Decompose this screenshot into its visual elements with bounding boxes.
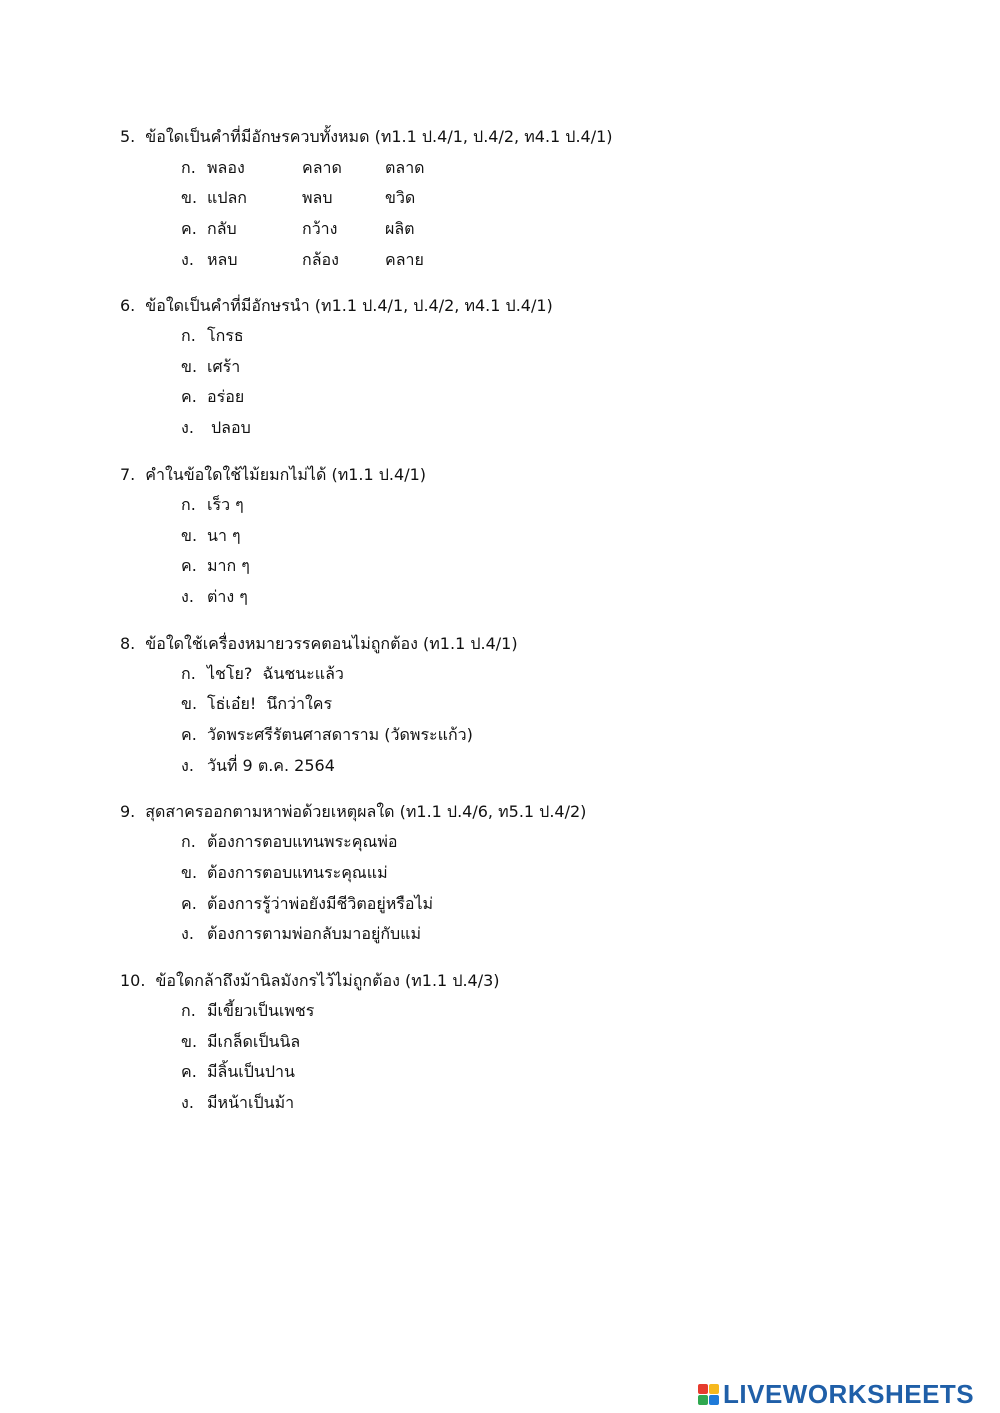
option-letter: ง. [181,1093,194,1112]
option-word: หลบ [207,250,238,269]
option-letter: ง. [181,587,194,606]
option-word: ตลาด [385,158,425,177]
option-text: นา ๆ [207,526,241,545]
option-word: กว้าง [302,219,338,238]
option-text: วันที่ 9 ต.ค. 2564 [207,756,335,775]
question-text: คำในข้อใดใช้ไม้ยมกไม่ได้ (ท1.1 ป.4/1) [145,465,426,484]
option-word: แปลก [207,188,247,207]
option-letter: ง. [181,924,194,943]
question-text: ข้อใดเป็นคำที่มีอักษรควบทั้งหมด (ท1.1 ป.4/1, ป.4/2, ท4.1 ป.4/1) [145,127,613,146]
option-letter: ก. [181,158,196,177]
option-text: มีเกล็ดเป็นนิล [207,1032,301,1051]
option-letter: ค. [181,894,197,913]
option-letter: ค. [181,219,197,238]
question-text: ข้อใดกล้าถึงม้านิลมังกรไว้ไม่ถูกต้อง (ท1.1 ป.4/3) [155,971,500,990]
option-letter: ข. [181,357,198,376]
option-letter: ค. [181,556,197,575]
question-text: ข้อใดเป็นคำที่มีอักษรนำ (ท1.1 ป.4/1, ป.4/2, ท4.1 ป.4/1) [145,296,553,315]
option-text: ต้องการตามพ่อกลับมาอยู่กับแม่ [207,924,422,943]
option-text: ไชโย? ฉันชนะแล้ว [207,664,344,683]
option-word: พลอง [207,158,245,177]
option-text: ต้องการรู้ว่าพ่อยังมีชีวิตอยู่หรือไม่ [207,894,434,913]
option-letter: ง. [181,418,194,437]
question-number: 8. [120,634,136,653]
question-text: สุดสาครออกตามหาพ่อด้วยเหตุผลใด (ท1.1 ป.4/6, ท5.1 ป.4/2) [145,802,587,821]
option-letter: ค. [181,725,197,744]
option-letter: ข. [181,1032,198,1051]
option-letter: ก. [181,664,196,683]
option-letter: ข. [181,188,198,207]
option-letter: ง. [181,756,194,775]
option-letter: ข. [181,526,198,545]
brand-text: LIVEWORKSHEETS [723,1378,975,1409]
option-letter: ก. [181,832,196,851]
question-title [120,634,518,654]
option-text: โธ่เอ๋ย! นึกว่าใคร [207,694,333,713]
question-number: 6. [120,296,136,315]
option-text: อร่อย [207,387,245,406]
question-title [120,971,500,991]
option-text: ต้องการตอบแทนพระคุณพ่อ [207,832,398,851]
liveworksheets-logo-icon [698,1384,719,1405]
option-word: คลาย [385,250,424,269]
option-letter: ค. [181,387,197,406]
option-text: วัดพระศรีรัตนศาสดาราม (วัดพระแก้ว) [207,725,473,744]
question-title [120,296,553,316]
option-letter: ข. [181,863,198,882]
logo-square-blue [709,1395,719,1405]
option-text: เศร้า [207,357,241,376]
option-text: มีหน้าเป็นม้า [207,1093,295,1112]
option-word: ผลิต [385,219,415,238]
option-text: มีลิ้นเป็นปาน [207,1062,295,1081]
option-word: กลับ [207,219,237,238]
option-word: กล้อง [302,250,339,269]
question-text: ข้อใดใช้เครื่องหมายวรรคตอนไม่ถูกต้อง (ท1.1 ป.4/1) [145,634,518,653]
question-number: 5. [120,127,136,146]
option-text: ต้องการตอบแทนระคุณแม่ [207,863,388,882]
option-letter: ค. [181,1062,197,1081]
option-text: มาก ๆ [207,556,250,575]
option-text: มีเขี้ยวเป็นเพชร [207,1001,315,1020]
liveworksheets-brand [698,1379,974,1409]
option-letter: ข. [181,694,198,713]
logo-square-yellow [709,1384,719,1394]
question-number: 7. [120,465,136,484]
option-word: พลบ [302,188,333,207]
question-number: 10. [120,971,146,990]
logo-square-green [698,1395,708,1405]
question-number: 9. [120,802,136,821]
option-text: ต่าง ๆ [207,587,248,606]
option-letter: ง. [181,250,194,269]
option-letter: ก. [181,1001,196,1020]
option-text: เร็ว ๆ [207,495,244,514]
question-title [120,465,426,485]
question-title [120,127,613,147]
option-word: คลาด [302,158,342,177]
option-text: โกรธ [207,326,244,345]
option-word: ขวิด [385,188,416,207]
option-text: ปลอบ [211,418,251,437]
option-letter: ก. [181,495,196,514]
question-title [120,802,586,822]
option-letter: ก. [181,326,196,345]
logo-square-red [698,1384,708,1394]
